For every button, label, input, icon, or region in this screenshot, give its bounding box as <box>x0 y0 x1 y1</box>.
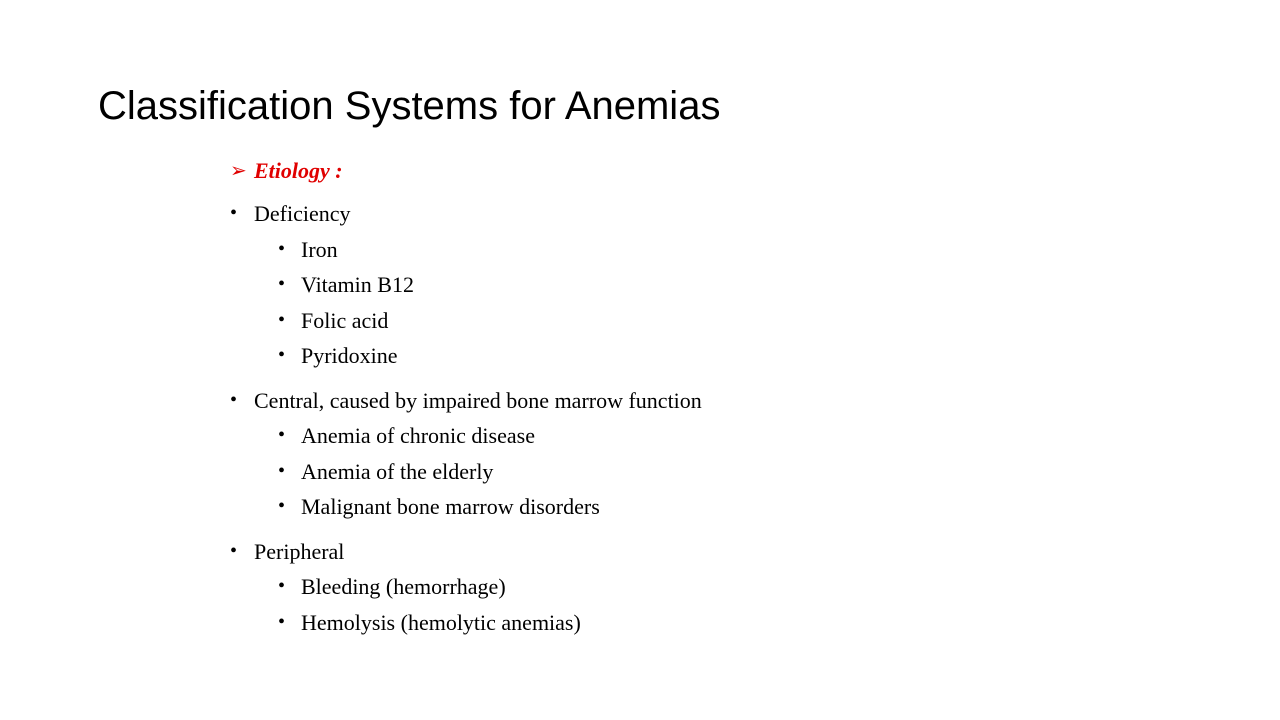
sub-list-item <box>230 418 702 454</box>
bullet-icon: • <box>230 539 238 562</box>
subheading-label: Etiology : <box>254 158 343 183</box>
bullet-group-central <box>230 383 702 525</box>
bullet-icon: • <box>230 202 238 224</box>
sub-list-item <box>230 303 702 339</box>
subheading <box>230 155 702 187</box>
bullet-icon: • <box>278 610 286 633</box>
bullet-icon: • <box>278 237 286 260</box>
list-item-label: Peripheral <box>254 538 345 564</box>
bullet-icon: • <box>278 308 286 331</box>
bullet-icon: • <box>230 388 238 411</box>
list-item <box>230 196 702 232</box>
sub-list-item-label: Folic acid <box>301 307 389 333</box>
sub-list-item <box>230 489 702 525</box>
sub-list-item-label: Iron <box>301 236 338 262</box>
bullet-icon: • <box>278 575 286 597</box>
slide-body <box>230 155 702 640</box>
sub-list-item <box>230 232 702 268</box>
sub-list-item-label: Vitamin B12 <box>301 272 414 297</box>
sub-list-item <box>230 569 702 605</box>
sub-list-item-label: Pyridoxine <box>301 343 398 368</box>
arrow-bullet-icon: ➢ <box>230 160 247 182</box>
bullet-icon: • <box>278 344 286 366</box>
sub-list-item-label: Anemia of the elderly <box>301 458 494 484</box>
sub-list-item-label: Bleeding (hemorrhage) <box>301 574 506 599</box>
bullet-icon: • <box>278 495 286 517</box>
page-title: Classification Systems for Anemias <box>98 84 721 128</box>
bullet-group-peripheral <box>230 534 702 641</box>
bullet-icon: • <box>278 459 286 482</box>
sub-list-item <box>230 605 702 641</box>
sub-list-item-label: Anemia of chronic disease <box>301 423 535 448</box>
bullet-icon: • <box>278 424 286 446</box>
bullet-group-deficiency <box>230 196 702 374</box>
sub-list-item <box>230 267 702 303</box>
sub-list-item <box>230 454 702 490</box>
sub-list-item <box>230 338 702 374</box>
list-item <box>230 534 702 570</box>
sub-list-item-label: Hemolysis (hemolytic anemias) <box>301 609 581 635</box>
sub-list-item-label: Malignant bone marrow disorders <box>301 494 600 519</box>
list-item-label: Deficiency <box>254 201 351 226</box>
list-item-label: Central, caused by impaired bone marrow function <box>254 387 702 413</box>
list-item <box>230 383 702 419</box>
bullet-icon: • <box>278 273 286 295</box>
